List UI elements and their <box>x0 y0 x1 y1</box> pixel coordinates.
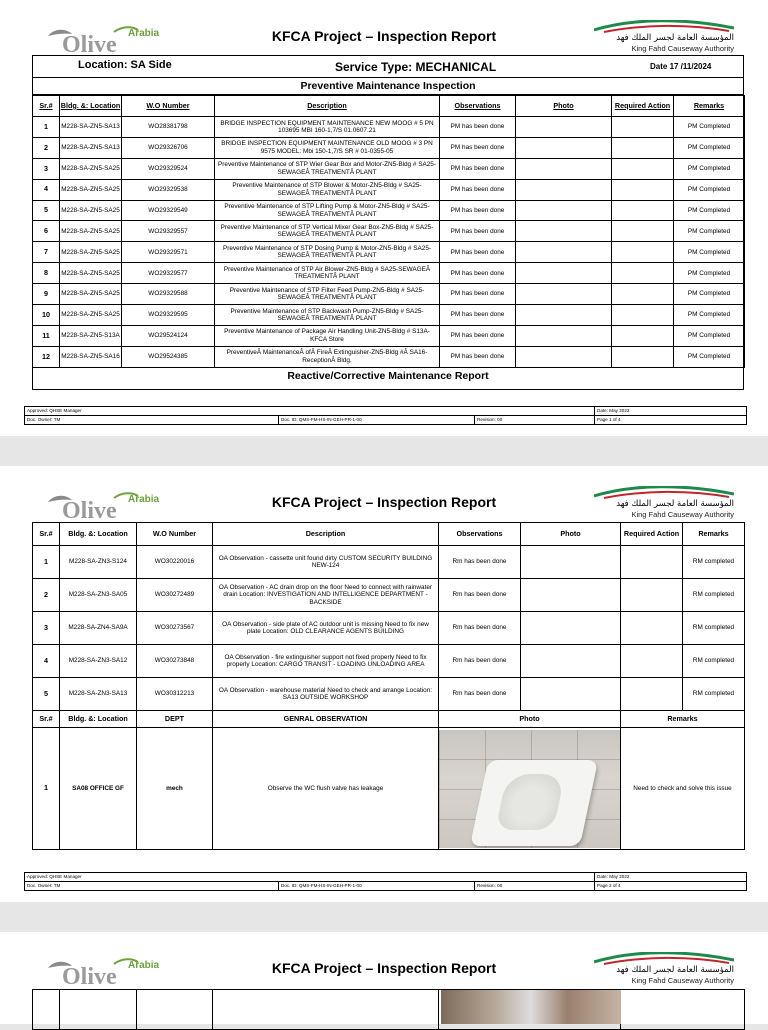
page3-photo-partial <box>441 990 621 1024</box>
rm-location: M228-SA-ZN3-S124 <box>60 546 137 579</box>
col-description: Description <box>215 96 440 117</box>
pm-photo <box>516 200 612 221</box>
rm-required-action <box>621 645 683 678</box>
footer-date: Date: May 2022 <box>595 407 747 416</box>
footer-revision: Revision: 00 <box>475 416 595 425</box>
rm-photo <box>521 579 621 612</box>
rm-observation: Rm has been done <box>439 546 521 579</box>
pm-required-action <box>612 179 674 200</box>
col-photo: Photo <box>521 523 621 546</box>
col-remarks: Remarks <box>674 96 745 117</box>
pm-sr: 10 <box>33 305 60 326</box>
pm-photo <box>516 305 612 326</box>
pm-sr: 7 <box>33 242 60 263</box>
pm-sr: 5 <box>33 200 60 221</box>
pm-photo <box>516 137 612 158</box>
pm-remarks: PM Completed <box>674 305 745 326</box>
pm-description: Preventive Maintenance of STP Vertical Mixer Gear Box-ZN5-Bldg # SA25-SEWAGEÂ TREATMENTÂ PLANT <box>215 221 440 242</box>
pm-table-row <box>33 305 745 326</box>
general-location: SA08 OFFICE GF <box>60 728 137 850</box>
rm-table-row <box>33 546 745 579</box>
kfca-swoosh-icon <box>594 486 734 500</box>
rm-remarks: RM completed <box>683 678 745 711</box>
olive-logo-text: Olive <box>62 32 117 56</box>
footer-table <box>24 872 747 891</box>
rm-description: OA Observation - fire extinguisher support not fixed properly Need to fix properly Location: CARGO TRANSIT - LOADING UNLOADING AREA <box>213 645 439 678</box>
rm-observation: Rm has been done <box>439 612 521 645</box>
pm-wo-number: WO29329571 <box>122 242 215 263</box>
pm-description: Preventive Maintenance of Package Air Handling Unit-ZN5-Bldg # S13A-KFCA Store <box>215 325 440 346</box>
pm-photo <box>516 263 612 284</box>
col-location: Bldg. &: Location <box>60 96 122 117</box>
kfca-english-name: King Fahd Causeway Authority <box>631 976 734 985</box>
pm-required-action <box>612 242 674 263</box>
pm-remarks: PM Completed <box>674 158 745 179</box>
pm-remarks: PM Completed <box>674 117 745 138</box>
pm-sr: 6 <box>33 221 60 242</box>
kfca-arabic-name: المؤسسة العامة لجسر الملك فهد <box>616 33 734 43</box>
pm-location: M228-SA-ZN5-SA25 <box>60 200 122 221</box>
pm-remarks: PM Completed <box>674 137 745 158</box>
rm-table <box>32 522 745 850</box>
pm-table-row <box>33 325 745 346</box>
pm-wo-number: WO29524385 <box>122 346 215 367</box>
pm-remarks: PM Completed <box>674 263 745 284</box>
rm-table-row <box>33 645 745 678</box>
gcol-photo: Photo <box>439 711 621 728</box>
general-photo-cell <box>439 728 621 850</box>
rm-table-header <box>33 523 745 546</box>
pm-remarks: PM Completed <box>674 242 745 263</box>
wc-photo <box>439 730 621 848</box>
pm-photo <box>516 179 612 200</box>
pm-table-row <box>33 179 745 200</box>
pm-observation: PM has been done <box>440 284 516 305</box>
pm-description: Preventive Maintenance of STP Wier Gear Box and Motor-ZN5-Bldg # SA25-SEWAGEÂ TREATMENTÂ PLANT <box>215 158 440 179</box>
rm-location: M228-SA-ZN3-SA12 <box>60 645 137 678</box>
pm-wo-number: WO29329557 <box>122 221 215 242</box>
pm-table-row <box>33 284 745 305</box>
rm-wo-number: WO30273567 <box>137 612 213 645</box>
pm-table-row <box>33 346 745 367</box>
pm-observation: PM has been done <box>440 200 516 221</box>
toilet-pan-image <box>470 760 598 846</box>
pm-photo <box>516 284 612 305</box>
pm-description: Preventive Maintenance of STP Dosing Pump & Motor-ZN5-Bldg # SA25-SEWAGEÂ TREATMENTÂ PLANT <box>215 242 440 263</box>
pm-sr: 11 <box>33 325 60 346</box>
general-observation: Observe the WC flush valve has leakage <box>213 728 439 850</box>
pm-description: Preventive Maintenance of STP Blower & Motor-ZN5-Bldg # SA25-SEWAGEÂ TREATMENTÂ PLANT <box>215 179 440 200</box>
rm-description: OA Observation - warehouse material Need to check and arrange Location: SA13 OUTSIDE WORKSHOP <box>213 678 439 711</box>
rm-wo-number: WO30312213 <box>137 678 213 711</box>
rm-sr: 2 <box>33 579 60 612</box>
col-required-action: Required Action <box>621 523 683 546</box>
pm-photo <box>516 325 612 346</box>
pm-sr: 2 <box>33 137 60 158</box>
general-sr: 1 <box>33 728 60 850</box>
kfca-logo <box>594 952 734 986</box>
pm-wo-number: WO29329577 <box>122 263 215 284</box>
pm-required-action <box>612 346 674 367</box>
gcol-sr: Sr.# <box>33 711 60 728</box>
kfca-logo <box>594 20 734 54</box>
report-title: KFCA Project – Inspection Report <box>271 960 497 976</box>
pm-required-action <box>612 137 674 158</box>
pm-wo-number: WO29329549 <box>122 200 215 221</box>
report-title: KFCA Project – Inspection Report <box>271 28 497 44</box>
footer-revision: Revision: 00 <box>475 882 595 891</box>
kfca-swoosh-icon <box>594 952 734 966</box>
footer-owner: Doc. Owner: TM <box>25 416 279 425</box>
pm-required-action <box>612 325 674 346</box>
pm-required-action <box>612 284 674 305</box>
pm-remarks: PM Completed <box>674 284 745 305</box>
pm-table-row <box>33 137 745 158</box>
page-header <box>0 952 768 988</box>
gcol-observation: GENRAL OBSERVATION <box>213 711 439 728</box>
footer-doc-id: Doc. ID: QMS-FM-HS-IN-GEH-PR-1-00 <box>279 882 475 891</box>
pm-photo <box>516 346 612 367</box>
olive-logo-text: Olive <box>62 964 117 988</box>
rm-photo <box>521 546 621 579</box>
pm-table-row <box>33 242 745 263</box>
col-remarks: Remarks <box>683 523 745 546</box>
rm-description: OA Observation - cassette unit found dirty CUSTOM SECURITY BUILDING NEW-124 <box>213 546 439 579</box>
pm-wo-number: WO29329595 <box>122 305 215 326</box>
pm-table-row <box>33 158 745 179</box>
rm-table-row <box>33 579 745 612</box>
pm-observation: PM has been done <box>440 137 516 158</box>
pm-wo-number: WO29326706 <box>122 137 215 158</box>
pm-sr: 12 <box>33 346 60 367</box>
col-sr: Sr.# <box>33 96 60 117</box>
kfca-swoosh-icon <box>594 20 734 34</box>
pm-table <box>32 95 745 368</box>
pm-observation: PM has been done <box>440 221 516 242</box>
page-header <box>0 486 768 522</box>
pm-description: Preventive Maintenance of STP Air Blower-ZN5-Bldg # SA25-SEWAGEÂ TREATMENTÂ PLANT <box>215 263 440 284</box>
gcol-remarks: Remarks <box>621 711 745 728</box>
pm-observation: PM has been done <box>440 242 516 263</box>
pm-remarks: PM Completed <box>674 179 745 200</box>
pm-location: M228-SA-ZN5-SA25 <box>60 263 122 284</box>
pm-table-row <box>33 200 745 221</box>
pm-wo-number: WO29329538 <box>122 179 215 200</box>
pm-photo <box>516 117 612 138</box>
pm-sr: 1 <box>33 117 60 138</box>
pm-required-action <box>612 158 674 179</box>
rm-location: M228-SA-ZN3-SA05 <box>60 579 137 612</box>
pm-table-row <box>33 221 745 242</box>
col-location: Bldg. &: Location <box>60 523 137 546</box>
pm-observation: PM has been done <box>440 305 516 326</box>
pm-description: Preventive Maintenance of STP Backwash Pump-ZN5-Bldg # SA25-SEWAGEÂ TREATMENTÂ PLANT <box>215 305 440 326</box>
col-photo: Photo <box>516 96 612 117</box>
general-row <box>33 728 745 850</box>
gcol-location: Bldg. &: Location <box>60 711 137 728</box>
pm-location: M228-SA-ZN5-S13A <box>60 325 122 346</box>
rm-remarks: RM completed <box>683 546 745 579</box>
pm-sr: 9 <box>33 284 60 305</box>
footer-approved: Approved: QHSE Manager <box>25 873 595 882</box>
pm-remarks: PM Completed <box>674 325 745 346</box>
rm-remarks: RM completed <box>683 645 745 678</box>
pm-wo-number: WO29524124 <box>122 325 215 346</box>
general-remarks: Need to check and solve this issue <box>621 728 745 850</box>
rm-wo-number: WO30220016 <box>137 546 213 579</box>
pm-location: M228-SA-ZN5-SA25 <box>60 242 122 263</box>
pm-description: BRIDGE INSPECTION EQUIPMENT MAINTENANCE NEW MOOG # 5 PN 103695 MBI 160-1,7/S 01.0607.21 <box>215 117 440 138</box>
section-title-reactive: Reactive/Corrective Maintenance Report <box>287 370 489 382</box>
pm-location: M228-SA-ZN5-SA13 <box>60 137 122 158</box>
rm-table-row <box>33 678 745 711</box>
kfca-english-name: King Fahd Causeway Authority <box>631 510 734 519</box>
arabia-logo-text: Arabia <box>128 28 160 39</box>
rm-observation: Rm has been done <box>439 645 521 678</box>
rm-wo-number: WO30272489 <box>137 579 213 612</box>
pm-description: BRIDGE INSPECTION EQUIPMENT MAINTENANCE OLD MOOG # 3 PN 9575 MODEL: Mbi 150-1,7/S SR # 01-0355-05 <box>215 137 440 158</box>
section-title-pm: Preventive Maintenance Inspection <box>32 78 744 95</box>
pm-wo-number: WO28381798 <box>122 117 215 138</box>
pm-sr: 8 <box>33 263 60 284</box>
pm-required-action <box>612 263 674 284</box>
rm-location: M228-SA-ZN4-SA9A <box>60 612 137 645</box>
col-description: Description <box>213 523 439 546</box>
report-page-1 <box>0 0 768 436</box>
arabia-logo-text: Arabia <box>128 960 160 971</box>
pm-remarks: PM Completed <box>674 221 745 242</box>
pm-photo <box>516 221 612 242</box>
rm-photo <box>521 678 621 711</box>
pm-table-row <box>33 263 745 284</box>
footer-approved: Approved: QHSE Manager <box>25 407 595 416</box>
pm-location: M228-SA-ZN5-SA25 <box>60 221 122 242</box>
kfca-arabic-name: المؤسسة العامة لجسر الملك فهد <box>616 965 734 975</box>
footer-page: Page 2 of 4 <box>595 882 747 891</box>
footer-date: Date: May 2022 <box>595 873 747 882</box>
rm-required-action <box>621 579 683 612</box>
rm-description: OA Observation - AC drain drop on the floor Need to connect with rainwater drain Location: INVESTIGATION AND INTELLIGENCE DEPARTMENT - BACKSIDE <box>213 579 439 612</box>
rm-description: OA Observation - side plate of AC outdoor unit is missing Need to fix new plate Location: OLD CLEARANCE AGENTS BUILDING <box>213 612 439 645</box>
rm-sr: 4 <box>33 645 60 678</box>
pm-remarks: PM Completed <box>674 346 745 367</box>
footer-owner: Doc. Owner: TM <box>25 882 279 891</box>
pm-required-action <box>612 117 674 138</box>
pm-observation: PM has been done <box>440 179 516 200</box>
rm-photo <box>521 645 621 678</box>
report-page-2 <box>0 466 768 902</box>
pm-table-header <box>33 96 745 117</box>
pm-sr: 3 <box>33 158 60 179</box>
rm-observation: Rm has been done <box>439 678 521 711</box>
pm-location: M228-SA-ZN5-SA25 <box>60 284 122 305</box>
col-observations: Observations <box>440 96 516 117</box>
general-table-header <box>33 711 745 728</box>
gcol-dept: DEPT <box>137 711 213 728</box>
rm-remarks: RM completed <box>683 612 745 645</box>
rm-table-row <box>33 612 745 645</box>
col-sr: Sr.# <box>33 523 60 546</box>
report-title: KFCA Project – Inspection Report <box>271 494 497 510</box>
pm-description: PreventiveÂ MaintenanceÂ ofÂ FireÂ Extinguisher-ZN5-Bldg #Â SA16-ReceptionÂ Bldg. <box>215 346 440 367</box>
olive-logo-text: Olive <box>62 498 117 522</box>
rm-wo-number: WO30273848 <box>137 645 213 678</box>
pm-observation: PM has been done <box>440 325 516 346</box>
kfca-english-name: King Fahd Causeway Authority <box>631 44 734 53</box>
pm-observation: PM has been done <box>440 263 516 284</box>
rm-observation: Rm has been done <box>439 579 521 612</box>
rm-required-action <box>621 546 683 579</box>
pm-required-action <box>612 221 674 242</box>
arabia-logo-text: Arabia <box>128 494 160 505</box>
pm-description: Preventive Maintenance of STP Lifting Pump & Motor-ZN5-Bldg # SA25-SEWAGEÂ TREATMENTÂ PLANT <box>215 200 440 221</box>
pm-sr: 4 <box>33 179 60 200</box>
footer-page: Page 1 of 4 <box>595 416 747 425</box>
pm-location: M228-SA-ZN5-SA25 <box>60 305 122 326</box>
col-wo: W.O Number <box>122 96 215 117</box>
rm-sr: 3 <box>33 612 60 645</box>
pm-table-row <box>33 117 745 138</box>
pm-observation: PM has been done <box>440 158 516 179</box>
col-wo: W.O Number <box>137 523 213 546</box>
pm-description: Preventive Maintenance of STP Filter Feed Pump-ZN5-Bldg # SA25-SEWAGEÂ TREATMENTÂ PLANT <box>215 284 440 305</box>
location-label: Location: SA Side <box>78 59 172 71</box>
pm-required-action <box>612 200 674 221</box>
report-page-3 <box>0 932 768 1024</box>
rm-photo <box>521 612 621 645</box>
kfca-logo <box>594 486 734 520</box>
pm-wo-number: WO29329588 <box>122 284 215 305</box>
rm-sr: 5 <box>33 678 60 711</box>
pm-remarks: PM Completed <box>674 200 745 221</box>
rm-sr: 1 <box>33 546 60 579</box>
col-observations: Observations <box>439 523 521 546</box>
footer-doc-id: Doc. ID: QMS-FM-HS-IN-GEH-PR-1-00 <box>279 416 475 425</box>
rm-required-action <box>621 612 683 645</box>
pm-photo <box>516 242 612 263</box>
pm-location: M228-SA-ZN5-SA16 <box>60 346 122 367</box>
pm-observation: PM has been done <box>440 117 516 138</box>
footer-table <box>24 406 747 425</box>
pm-wo-number: WO29329524 <box>122 158 215 179</box>
kfca-arabic-name: المؤسسة العامة لجسر الملك فهد <box>616 499 734 509</box>
pm-location: M228-SA-ZN5-SA25 <box>60 158 122 179</box>
pm-location: M228-SA-ZN5-SA13 <box>60 117 122 138</box>
page-header <box>0 20 768 56</box>
pm-location: M228-SA-ZN5-SA25 <box>60 179 122 200</box>
service-type-label: Service Type: MECHANICAL <box>335 60 497 74</box>
rm-remarks: RM completed <box>683 579 745 612</box>
general-dept: mech <box>137 728 213 850</box>
pm-photo <box>516 158 612 179</box>
report-date: Date 17 /11/2024 <box>650 62 712 71</box>
pm-observation: PM has been done <box>440 346 516 367</box>
col-required-action: Required Action <box>612 96 674 117</box>
pm-required-action <box>612 305 674 326</box>
rm-location: M228-SA-ZN3-SA13 <box>60 678 137 711</box>
rm-required-action <box>621 678 683 711</box>
